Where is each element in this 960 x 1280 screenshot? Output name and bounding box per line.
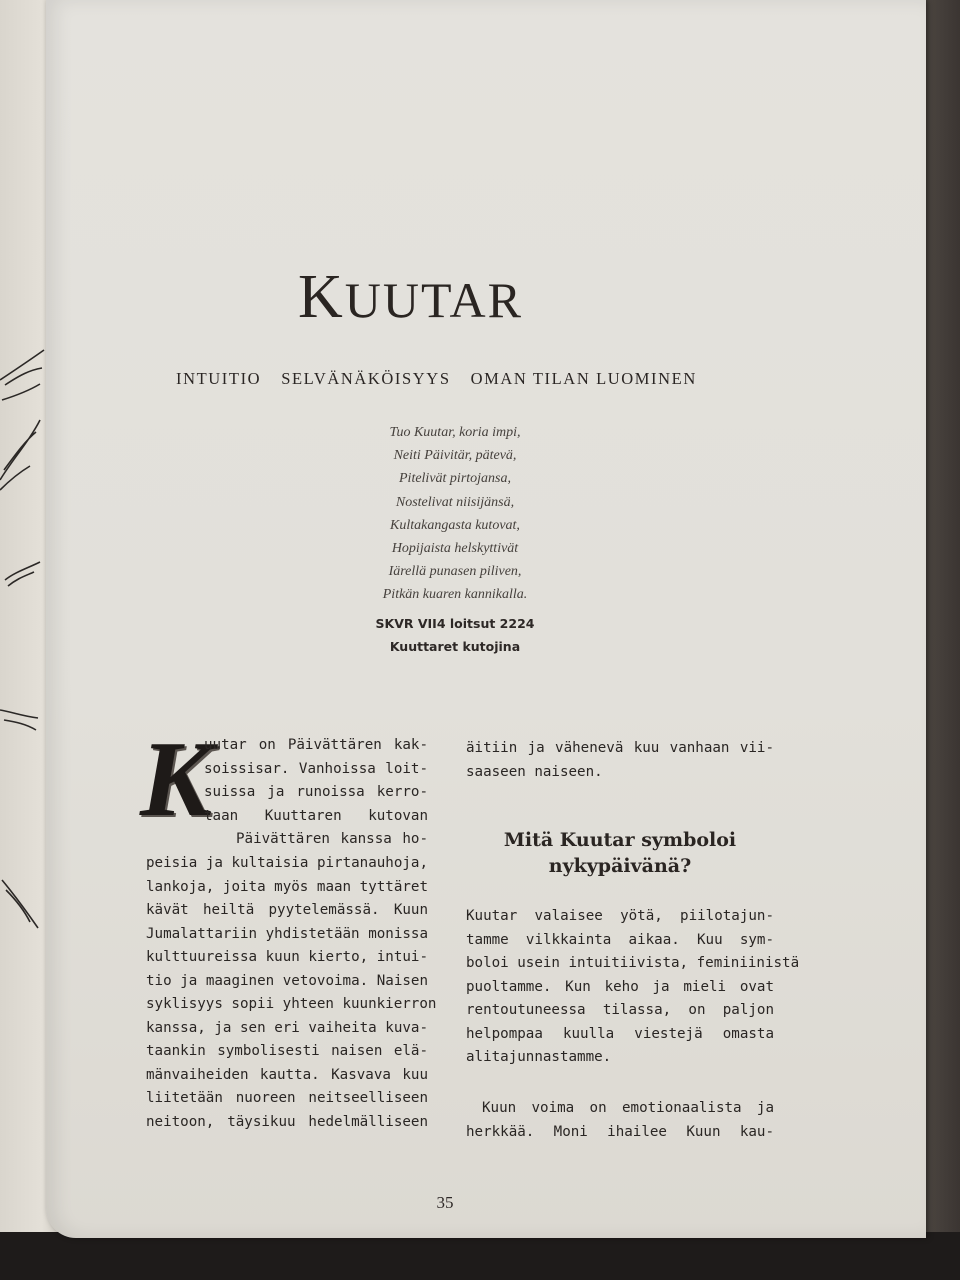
text-line: rentoutuneessa tilassa, on paljon (466, 1002, 774, 1018)
text-line: herkkää. Moni ihailee Kuun kau- (466, 1123, 774, 1140)
text-line: helpompaa kuulla viestejä omasta (466, 1025, 774, 1042)
left-column-indent (236, 828, 428, 852)
page-number: 35 (436, 1193, 454, 1212)
text-line: Päivättären kanssa ho- (236, 831, 428, 847)
bottom-shadow (0, 1232, 960, 1280)
keyword: INTUITIO (176, 369, 262, 388)
poem-line: Hopijaista helskyttivät (391, 540, 519, 556)
left-column-body (146, 852, 437, 1134)
poem-line: Tuo Kuutar, koria impi, (389, 425, 521, 440)
poem-verse (300, 421, 610, 607)
left-column-intro (204, 734, 428, 828)
text-line: syklisyys sopii yhteen kuunkierron (146, 996, 437, 1012)
title-first-letter: K (298, 263, 345, 331)
text-line: tio ja maaginen vetovoima. Naisen (146, 972, 428, 989)
text-line: taankin symbolisesti naisen elä- (146, 1043, 428, 1059)
heading-line: Mitä Kuutar symboloi (503, 829, 737, 851)
text-line: Jumalattariin yhdistetään monissa (146, 925, 428, 942)
poem-source (300, 612, 610, 658)
text-line: neitoon, täysikuu hedelmälliseen (146, 1113, 428, 1130)
heading-line: nykypäivänä? (548, 855, 692, 877)
source-line: Kuuttaret kutojina (389, 639, 521, 654)
text-line: saaseen naiseen. (466, 763, 603, 780)
right-column-paragraph (466, 905, 800, 1070)
text-line: uutar on Päivättären kak- (204, 737, 428, 753)
text-line: boloi usein intuitiivista, feminiinistä (466, 955, 800, 971)
page-title (298, 262, 638, 333)
text-line: Kuutar valaisee yötä, piilotajun- (466, 908, 774, 924)
poem-line: Nostelivat niisijänsä, (395, 494, 515, 510)
text-line: suissa ja runoissa kerro- (204, 784, 428, 800)
text-line: kävät heiltä pyytelemässä. Kuun (146, 902, 428, 918)
text-line: puoltamme. Kun keho ja mieli ovat (466, 978, 774, 995)
right-column-paragraph-2 (466, 1097, 774, 1144)
text-line: taan Kuuttaren kutovan (204, 807, 428, 824)
poem-line: Pitkän kuaren kannikalla. (382, 587, 528, 603)
seaweed-illustration (0, 340, 50, 940)
text-line: soissisar. Vanhoissa loit- (204, 760, 428, 777)
source-line: SKVR VII4 loitsut 2224 (375, 616, 535, 631)
keywords-row (176, 369, 776, 389)
keyword: OMAN TILAN LUOMINEN (470, 369, 697, 388)
text-line: liitetään nuoreen neitseelliseen (146, 1090, 428, 1106)
poem-line: Kultakangasta kutovat, (390, 517, 520, 533)
section-heading (470, 827, 770, 879)
keyword: SELVÄNÄKÖISYYS (281, 369, 451, 388)
title-rest: UUTAR (344, 272, 523, 328)
text-line: tamme vilkkainta aikaa. Kuu sym- (466, 931, 774, 948)
text-line: alitajunnastamme. (466, 1049, 612, 1065)
text-line: kulttuureissa kuun kierto, intui- (146, 949, 428, 965)
drop-cap: K (140, 720, 213, 839)
poem-line: Pitelivät pirtojansa, (399, 471, 511, 487)
text-line: Kuun voima on emotionaalista ja (482, 1100, 774, 1116)
poem-line: Iärellä punasen piliven, (388, 564, 522, 580)
poem-line: Neiti Päivitär, pätevä, (393, 448, 517, 464)
text-line: mänvaiheiden kautta. Kasvava kuu (146, 1066, 428, 1083)
text-line: kanssa, ja sen eri vaiheita kuva- (146, 1019, 428, 1036)
text-line: lankoja, joita myös maan tyttäret (146, 878, 428, 895)
text-line: peisia ja kultaisia pirtanauhoja, (146, 855, 428, 871)
text-line: äitiin ja vähenevä kuu vanhaan vii- (466, 740, 774, 756)
right-column-top (466, 737, 774, 784)
